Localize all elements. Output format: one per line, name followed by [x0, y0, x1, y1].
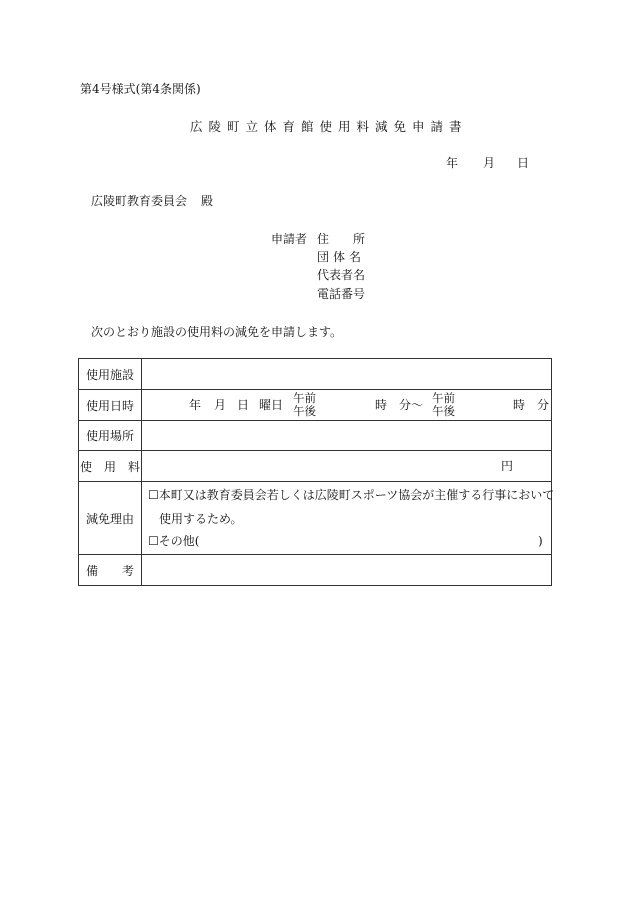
- table-row-datetime: [79, 390, 552, 421]
- date-day-label: 日: [517, 156, 530, 170]
- fee-field[interactable]: [142, 451, 552, 482]
- place-label: 使用場所: [79, 421, 142, 451]
- application-form-table: [78, 358, 555, 586]
- fee-label: 使 用 料: [79, 451, 142, 482]
- start-hour-label: 時: [375, 398, 388, 412]
- remarks-field[interactable]: [142, 555, 552, 586]
- datetime-year: 年: [189, 398, 202, 412]
- reason-option-1-continued: 使用するため。: [159, 512, 243, 526]
- table-row-facility: [79, 359, 552, 390]
- reason-option-1[interactable]: ☐本町又は教育委員会若しくは広陵町スポーツ協会が主催する行事において: [148, 488, 555, 502]
- facility-field[interactable]: [142, 359, 552, 390]
- form-number: 第4号様式(第4条関係): [80, 82, 201, 96]
- reason-option-2-close: ): [538, 534, 543, 548]
- group-name-label: 団体名: [317, 250, 366, 264]
- table-row-fee: [79, 451, 552, 482]
- start-pm-label: 午後: [293, 404, 316, 418]
- start-minute-to-label: 分～: [399, 398, 424, 412]
- document-title: 広陵町立体育館使用料減免申請書: [190, 119, 468, 134]
- end-am-label: 午前: [432, 391, 455, 405]
- fee-unit: 円: [501, 459, 514, 473]
- addressee-name: 広陵町教育委員会: [91, 194, 188, 208]
- end-hour-label: 時: [513, 398, 526, 412]
- datetime-field[interactable]: [142, 390, 552, 421]
- reason-field: [142, 482, 555, 555]
- remarks-label: 備 考: [79, 555, 142, 586]
- datetime-month: 月: [214, 398, 227, 412]
- date-year-label: 年: [446, 156, 459, 170]
- applicant-role-label: 申請者: [271, 232, 308, 246]
- addressee-honorific: 殿: [201, 194, 214, 208]
- address-label: 住 所: [317, 232, 366, 246]
- start-am-label: 午前: [293, 391, 316, 405]
- place-field[interactable]: [142, 421, 552, 451]
- end-pm-label: 午後: [432, 404, 455, 418]
- table-row-place: [79, 421, 552, 451]
- representative-label: 代表者名: [317, 268, 366, 282]
- end-minute-label: 分: [537, 398, 550, 412]
- facility-label: 使用施設: [79, 359, 142, 390]
- datetime-label: 使用日時: [79, 390, 142, 421]
- table-row-remarks: [79, 555, 552, 586]
- datetime-day: 日: [237, 398, 250, 412]
- addressee: [91, 194, 213, 208]
- intro-text: 次のとおり施設の使用料の減免を申請します。: [91, 325, 343, 339]
- datetime-weekday: 曜日: [259, 398, 284, 412]
- reason-label: 減免理由: [79, 482, 142, 555]
- phone-label: 電話番号: [317, 287, 366, 301]
- table-row-reason: [79, 482, 552, 555]
- date-month-label: 月: [483, 156, 496, 170]
- reason-option-2[interactable]: ☐その他(: [148, 534, 200, 548]
